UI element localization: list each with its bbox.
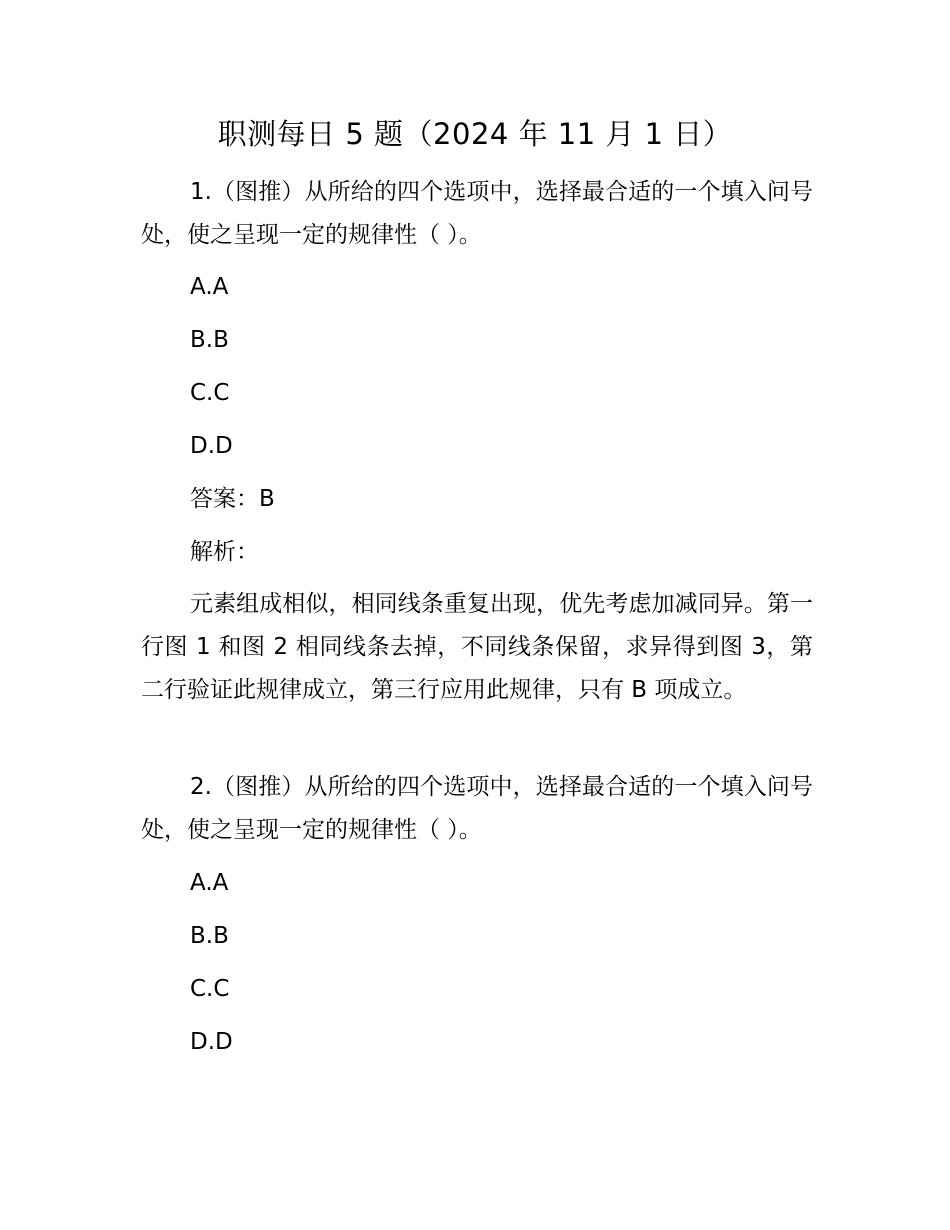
question-1-option-d: D.D xyxy=(190,433,233,459)
question-1-option-c: C.C xyxy=(190,380,230,406)
question-2-option-c: C.C xyxy=(190,976,230,1002)
question-2-option-b: B.B xyxy=(190,923,229,949)
question-1-option-a: A.A xyxy=(190,274,229,300)
question-2-option-d: D.D xyxy=(190,1029,233,1055)
question-1-analysis: 元素组成相似，相同线条重复出现，优先考虑加减同异。第一行图 1 和图 2 相同线条去掉，不同线条保留，求异得到图 3，第二行验证此规律成立，第三行应用此规律，只有 B 项成立。 xyxy=(141,591,813,703)
question-2-stem: 2.（图推）从所给的四个选项中，选择最合适的一个填入问号处，使之呈现一定的规律性（ ）。 xyxy=(141,774,813,843)
question-2-option-a: A.A xyxy=(190,870,229,896)
question-1-stem: 1.（图推）从所给的四个选项中，选择最合适的一个填入问号处，使之呈现一定的规律性（ ）。 xyxy=(141,179,813,248)
question-1-answer: 答案：B xyxy=(190,486,275,512)
question-1-analysis-label: 解析： xyxy=(190,539,259,565)
question-1-option-b: B.B xyxy=(190,327,229,353)
document-title: 职测每日 5 题（2024 年 11 月 1 日） xyxy=(217,117,733,151)
